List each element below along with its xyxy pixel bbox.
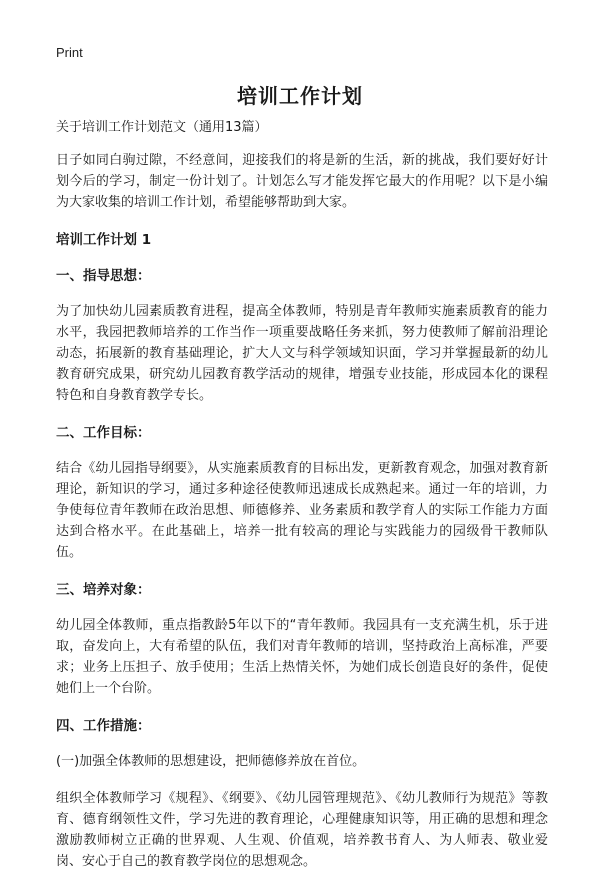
section-body-measures: (一)加强全体教师的思想建设，把师德修养放在首位。 [56, 754, 366, 769]
section-heading-guiding: 一、指导思想： [56, 268, 151, 284]
section-body-guiding: 为了加快幼儿园素质教育进程，提高全体教师，特别是青年教师实施素质教育的能力水平，我园把教师培养的工作当作一项重要战略任务来抓，努力使教师了解前沿理论动态，拓展新的教育基础理论，扩大人文与科学领域知识面，学习并掌握最新的幼儿教育研究成果，研究幼儿园教育教学活动的规律，增强专业技能，形成园本化的课程特色和自身教育教学专长。 [56, 304, 548, 403]
section-heading-measures: 四、工作措施： [56, 718, 151, 734]
page-title: 培训工作计划 [237, 84, 363, 108]
print-link[interactable]: Print [56, 45, 83, 60]
document-subtitle: 关于培训工作计划范文（通用13篇） [56, 120, 268, 135]
section-body-targets: 幼儿园全体教师，重点指教龄5年以下的“青年教师。我园具有一支充满生机，乐于进取，奋发向上，大有希望的队伍，我们对青年教师的培训，坚持政治上高标准，严要求；业务上压担子、放手使用；生活上热情关怀，为她们成长创造良好的条件，促使她们上一个台阶。 [56, 618, 548, 696]
section-heading-targets: 三、培养对象： [56, 582, 151, 598]
intro-paragraph: 日子如同白驹过隙，不经意间，迎接我们的将是新的生活，新的挑战，我们要好好计划今后的学习，制定一份计划了。计划怎么写才能发挥它最大的作用呢？以下是小编为大家收集的培训工作计划，希望能够帮助到大家。 [56, 153, 548, 210]
document-body [56, 118, 548, 888]
plan-heading: 培训工作计划 1 [56, 232, 152, 248]
section-body-goals: 结合《幼儿园指导纲要》，从实施素质教育的目标出发，更新教育观念，加强对教育新理论，新知识的学习，通过多种途径使教师迅速成长成熟起来。通过一年的培训，力争使每位青年教师在政治思想、师德修养、业务素质和教学育人的实际工作能力方面达到合格水平。在此基础上，培养一批有较高的理论与实践能力的园级骨干教师队伍。 [56, 461, 548, 560]
section-heading-goals: 二、工作目标： [56, 425, 151, 441]
closing-paragraph: 组织全体教师学习《规程》、《纲要》、《幼儿园管理规范》、《幼儿教师行为规范》等教育、德育纲领性文件，学习先进的教育理论，心理健康知识等，用正确的思想和理念激励教师树立正确的世界观、人生观、价值观，培养教书育人、为人师表、敬业爱岗、安心于自己的教育教学岗位的思想观念。 [56, 791, 548, 869]
